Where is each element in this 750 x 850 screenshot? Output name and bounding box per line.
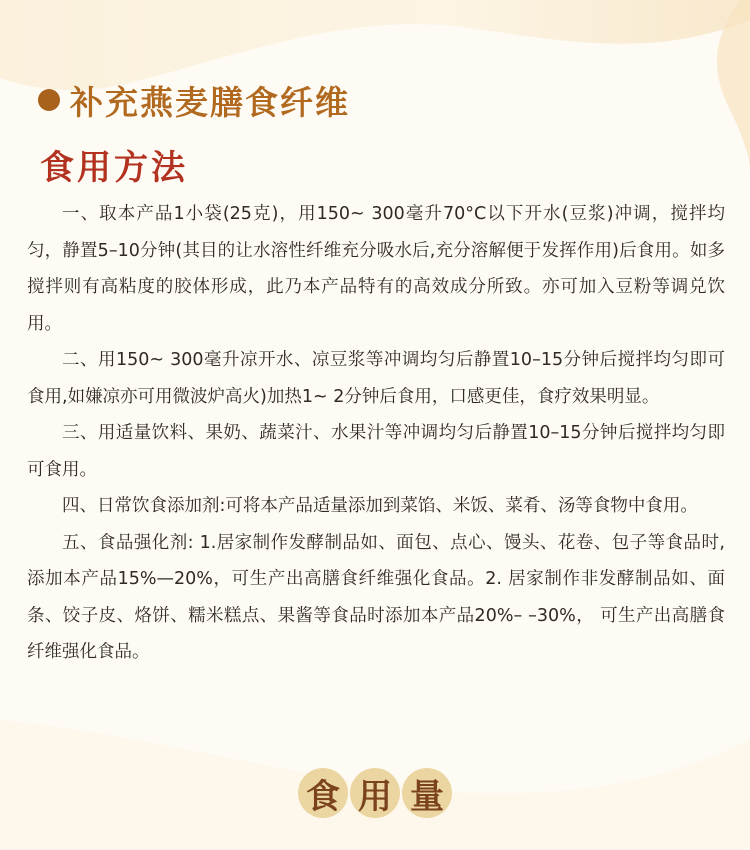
instruction-paragraph-2: 二、用150~ 300毫升凉开水、凉豆浆等冲调均匀后静置10–15分钟后搅拌均匀即可食用,如嫌凉亦可用微波炉高火)加热1~ 2分钟后食用，口感更佳，食疗效果明显。 [27, 350, 725, 407]
usage-instructions [27, 196, 725, 671]
dosage-char: 量 [410, 776, 444, 817]
instruction-paragraph-4: 四、日常饮食添加剂:可将本产品适量添加到菜馅、米饭、菜肴、汤等食物中食用。 [62, 496, 698, 516]
usage-title: 食用方法 [40, 148, 188, 188]
instruction-paragraph-5: 五、食品强化剂: 1.居家制作发酵制品如、面包、点心、馒头、花卷、包子等食品时,添加本产品15%—20%，可生产出高膳食纤维强化食品。2. 居家制作非发酵制品如、面条、饺子皮、烙饼、糯米糕点、果酱等食品时添加本产品20%– –30%， 可生产出高膳食纤维强化食品。 [27, 532, 725, 662]
bullet-dot-icon [38, 89, 60, 111]
instruction-paragraph-1: 一、取本产品1小袋(25克)，用150~ 300毫升70°C以下开水(豆浆)冲调，搅拌均匀，静置5–10分钟(其目的让水溶性纤维充分吸水后,充分溶解便于发挥作用)后食用。如多搅拌则有高粘度的胶体形成，此乃本产品特有的高效成分所致。亦可加入豆粉等调兑饮用。 [27, 204, 725, 334]
dosage-char-stamp [402, 768, 452, 818]
section-title: 补充燕麦膳食纤维 [70, 82, 350, 122]
dosage-char-stamp [298, 768, 348, 818]
dosage-char: 用 [358, 776, 392, 817]
dosage-char-stamp [350, 768, 400, 818]
dosage-heading [0, 768, 750, 818]
dosage-char: 食 [306, 776, 340, 817]
instruction-paragraph-3: 三、用适量饮料、果奶、蔬菜汁、水果汁等冲调均匀后静置10–15分钟后搅拌均匀即可食用。 [27, 423, 725, 480]
section-heading [38, 78, 350, 122]
